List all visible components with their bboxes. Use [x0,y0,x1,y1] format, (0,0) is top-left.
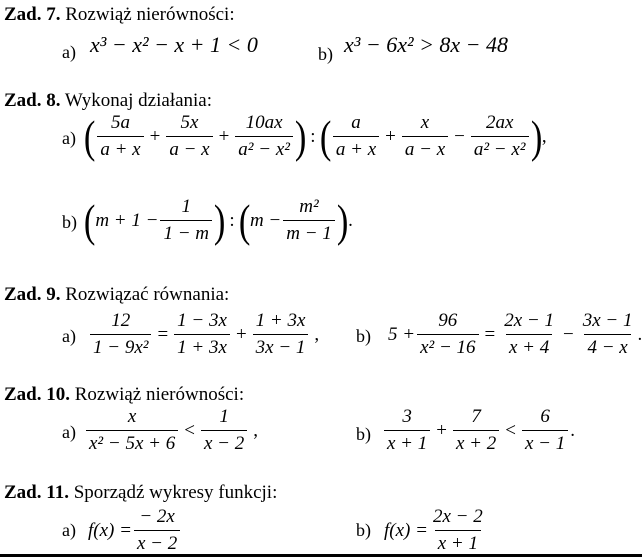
fraction-denominator: x² − 5x + 6 [86,430,178,455]
fraction-denominator: a + x [97,136,143,161]
fraction-numerator: a [351,112,361,133]
fraction-denominator: 1 − 9x² [90,334,151,359]
fraction-numerator: 2x − 1 [504,310,555,331]
fraction-numerator: 96 [438,310,458,331]
task-7-header [4,4,235,26]
task-10-a-label: a) [62,422,76,442]
fraction-denominator: a² − x² [471,136,529,161]
fraction-numerator: x [420,112,430,133]
task-9-header [4,284,229,306]
fraction-numerator: 3x − 1 [582,310,633,331]
fraction-numerator: 7 [471,406,481,427]
task-9-a-expression: $\frac{12}{\text{1 − 9x²}}$ = $\frac{1 - 3x}{1 + 3x}$ + $\frac{1 + 3x}{3x - 1}$ , [88,310,323,359]
fraction-denominator: 1 − m [160,220,212,245]
task-7-title: Rozwiąż nierówności: [65,4,235,25]
task-11-number: Zad. 11. [4,482,69,503]
fraction-numerator: m² [299,196,319,217]
task-7-b-expression: x³ − 6x² > 8x − 48 [344,32,509,57]
fraction-numerator: 2x − 2 [432,506,483,527]
task-9-a-label: a) [62,326,76,346]
expression-term: m + 1 − [95,209,159,231]
task-11-a-expression [88,506,182,555]
expression-term: f(x) = [88,519,132,541]
fraction-numerator: 1 + 3x [255,310,306,331]
task-9-title: Rozwiązać równania: [65,284,230,305]
fraction-denominator: a² − x² [235,136,293,161]
fraction-denominator: 4 − x [584,334,630,359]
fraction-denominator: x + 1 [435,530,481,555]
fraction-denominator: x + 1 [384,430,430,455]
fraction-denominator: a − x [402,136,448,161]
task-7-b-label: b) [318,44,333,64]
fraction-denominator: x² − 16 [417,334,478,359]
fraction-numerator: 3 [402,406,412,427]
task-9-b-expression: 5 + $\frac{96}{\text{x² − 16}}$ = $\frac{2x - 1}{x + 4}$ − $\frac{3x - 1}{4 - x}$ . [388,310,642,358]
expression-term: m − [249,209,282,231]
task-11-a-label: a) [62,520,76,540]
fraction-numerator: 1 [219,406,229,427]
fraction-numerator: − 2x [139,506,175,527]
task-8-b-label: b) [62,212,77,232]
task-10-title: Rozwiąż nierówności: [74,384,245,405]
task-11-b-expression [384,506,488,555]
fraction-denominator: x − 1 [522,430,568,455]
fraction-numerator: 5x [180,112,199,133]
expression-term: f(x) = [384,519,428,541]
fraction-numerator: 1 [181,196,191,217]
fraction-numerator: x [127,406,137,427]
task-10-number: Zad. 10. [4,384,70,405]
task-8-a-label: a) [62,128,76,148]
fraction-numerator: 6 [540,406,550,427]
fraction-denominator: x − 2 [134,530,180,555]
expression-term: 5 + [388,323,416,345]
task-10-b-label: b) [356,424,371,444]
task-7-a-label: a) [62,42,76,62]
fraction-numerator: 1 − 3x [177,310,227,331]
task-8-b-expression: ( m + 1 − $\frac{1}{1 - m}$ ) : ( m − $\frac{\text{m²}}{m - 1}$ ) . [83,194,353,246]
fraction-numerator: 2ax [485,112,514,133]
fraction-numerator: 10ax [245,112,283,133]
task-10-b-expression: $\frac{3}{x + 1}$ + $\frac{7}{x + 2}$ < $\frac{6}{x - 1}$ . [382,406,575,455]
task-8-a-expression: ( $\frac{5a}{a + x}$ + $\frac{5x}{a - x}$ + $\frac{10ax}{\text{a² − x²}}$ ) : ( $\frac{a}{a + x}$ + $\frac{x}{a - x}$ − $\frac{2ax}{\text{a² − x²}}$ ) , [83,110,547,162]
task-9-b-label: b) [356,326,371,346]
task-11-header [4,482,277,504]
fraction-numerator: 12 [111,310,131,331]
task-10-a-expression: $\frac{x}{\text{x² − 5x + 6}}$ < $\frac{1}{x - 2}$ , [84,406,262,455]
fraction-denominator: m − 1 [283,220,335,245]
fraction-denominator: x − 2 [201,430,247,455]
fraction-denominator: 1 + 3x [174,334,230,359]
fraction-denominator: x + 2 [453,430,499,455]
task-7-number: Zad. 7. [4,4,61,25]
fraction-denominator: a + x [333,136,379,161]
task-9-number: Zad. 9. [4,284,61,305]
task-11-b-label: b) [356,520,371,540]
fraction-denominator: 3x − 1 [253,334,309,359]
fraction-denominator: a − x [166,136,212,161]
fraction-numerator: 5a [110,112,130,133]
task-8-header [4,90,212,112]
task-8-number: Zad. 8. [4,90,61,111]
task-8-title: Wykonaj działania: [64,90,213,111]
fraction-denominator: x + 4 [506,334,552,359]
task-7-a-expression: x³ − x² − x + 1 < 0 [90,32,258,57]
task-11-title: Sporządź wykresy funkcji: [73,482,278,503]
task-10-header [4,384,244,406]
